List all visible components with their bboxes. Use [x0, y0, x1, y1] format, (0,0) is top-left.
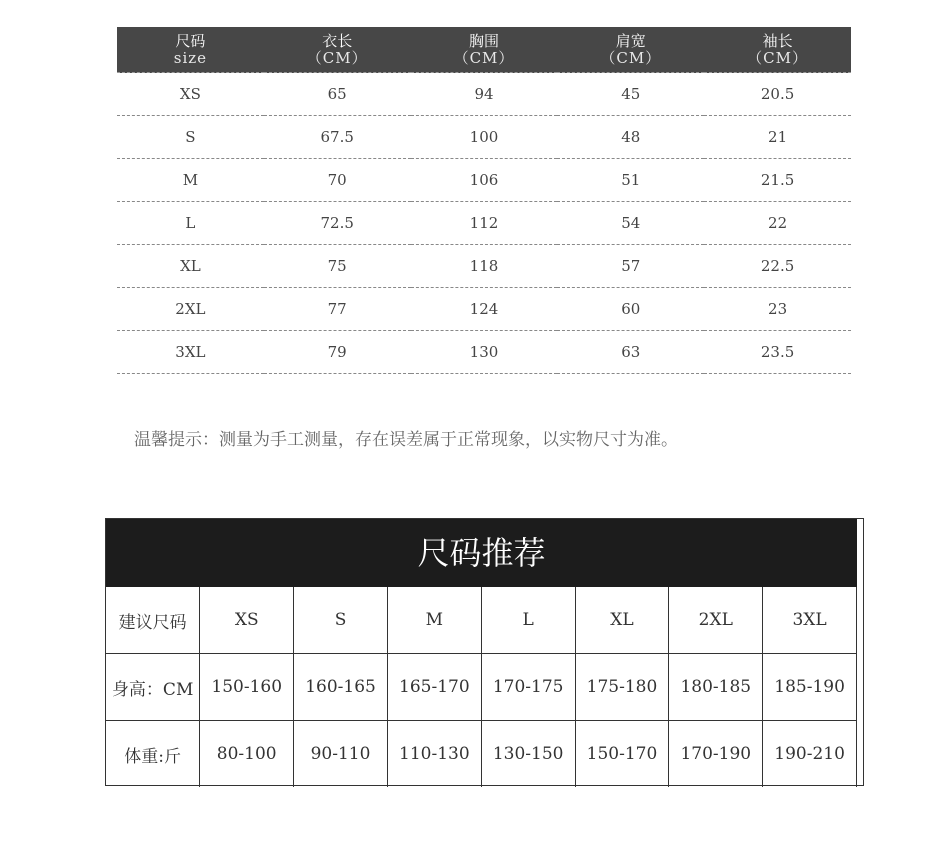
table-row	[117, 73, 851, 116]
table-cell: 180-185	[669, 654, 763, 721]
size-chart-header-row	[117, 27, 851, 73]
table-cell: 150-170	[575, 721, 669, 788]
row-label: 建议尺码	[106, 587, 200, 654]
cell-chest: 118	[411, 245, 558, 288]
cell-length: 75	[264, 245, 411, 288]
table-cell: M	[387, 587, 481, 654]
header-size: 尺码 size	[117, 27, 264, 73]
header-sleeve: 袖长 （CM）	[704, 27, 851, 73]
cell-chest: 112	[411, 202, 558, 245]
table-cell: 190-210	[763, 721, 857, 788]
cell-size: L	[117, 202, 264, 245]
table-cell: 2XL	[669, 587, 763, 654]
cell-length: 79	[264, 331, 411, 374]
cell-sleeve: 20.5	[704, 73, 851, 116]
table-cell: XL	[575, 587, 669, 654]
table-row	[117, 159, 851, 202]
cell-size: XL	[117, 245, 264, 288]
cell-sleeve: 23	[704, 288, 851, 331]
cell-size: 3XL	[117, 331, 264, 374]
table-row	[117, 331, 851, 374]
weight-row	[106, 721, 857, 788]
cell-chest: 130	[411, 331, 558, 374]
header-chest: 胸围 （CM）	[411, 27, 558, 73]
table-cell: 3XL	[763, 587, 857, 654]
cell-chest: 106	[411, 159, 558, 202]
table-row	[117, 288, 851, 331]
table-cell: 170-175	[481, 654, 575, 721]
cell-size: M	[117, 159, 264, 202]
recommendation-table	[106, 587, 857, 787]
header-length: 衣长 （CM）	[264, 27, 411, 73]
cell-sleeve: 21.5	[704, 159, 851, 202]
table-row	[117, 116, 851, 159]
recommendation-title: 尺码推荐	[106, 519, 857, 587]
size-recommendation	[105, 518, 864, 786]
size-chart-table	[117, 27, 851, 374]
cell-shoulder: 45	[557, 73, 704, 116]
cell-shoulder: 51	[557, 159, 704, 202]
height-row	[106, 654, 857, 721]
table-cell: 90-110	[294, 721, 388, 788]
cell-sleeve: 22.5	[704, 245, 851, 288]
header-shoulder: 肩宽 （CM）	[557, 27, 704, 73]
cell-size: S	[117, 116, 264, 159]
table-cell: 80-100	[200, 721, 294, 788]
cell-length: 77	[264, 288, 411, 331]
cell-shoulder: 57	[557, 245, 704, 288]
table-cell: 175-180	[575, 654, 669, 721]
table-row	[117, 202, 851, 245]
cell-shoulder: 63	[557, 331, 704, 374]
cell-chest: 124	[411, 288, 558, 331]
table-cell: 185-190	[763, 654, 857, 721]
row-label: 身高：CM	[106, 654, 200, 721]
cell-sleeve: 22	[704, 202, 851, 245]
recommended-size-row	[106, 587, 857, 654]
cell-shoulder: 48	[557, 116, 704, 159]
cell-size: XS	[117, 73, 264, 116]
table-cell: 130-150	[481, 721, 575, 788]
measurement-note: 温馨提示：测量为手工测量，存在误差属于正常现象，以实物尺寸为准。	[134, 430, 678, 450]
cell-sleeve: 23.5	[704, 331, 851, 374]
table-cell: 170-190	[669, 721, 763, 788]
cell-length: 70	[264, 159, 411, 202]
cell-size: 2XL	[117, 288, 264, 331]
cell-shoulder: 54	[557, 202, 704, 245]
table-cell: S	[294, 587, 388, 654]
table-row	[117, 245, 851, 288]
row-label: 体重:斤	[106, 721, 200, 788]
table-cell: L	[481, 587, 575, 654]
cell-length: 72.5	[264, 202, 411, 245]
cell-chest: 100	[411, 116, 558, 159]
table-cell: XS	[200, 587, 294, 654]
cell-chest: 94	[411, 73, 558, 116]
cell-shoulder: 60	[557, 288, 704, 331]
table-cell: 165-170	[387, 654, 481, 721]
cell-length: 65	[264, 73, 411, 116]
cell-length: 67.5	[264, 116, 411, 159]
table-cell: 150-160	[200, 654, 294, 721]
table-cell: 160-165	[294, 654, 388, 721]
cell-sleeve: 21	[704, 116, 851, 159]
table-cell: 110-130	[387, 721, 481, 788]
